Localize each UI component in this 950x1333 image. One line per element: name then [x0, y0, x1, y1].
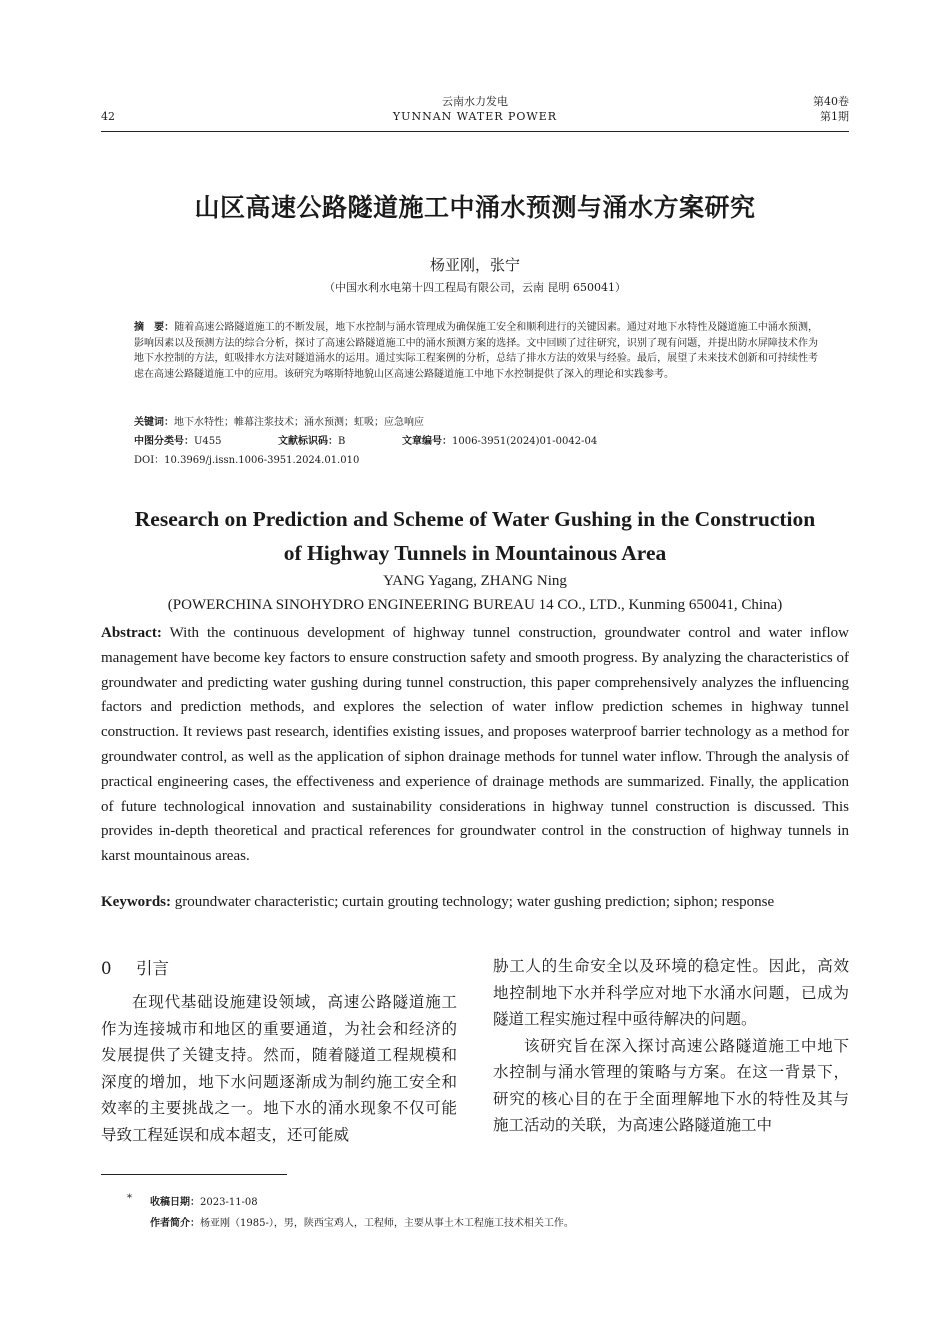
doc-code-label: 文献标识码：	[278, 436, 338, 447]
header-rule	[101, 131, 849, 132]
issue: 第1期	[820, 110, 849, 123]
footnote-rule	[101, 1174, 287, 1175]
authors-cn: 杨亚刚，张宁	[429, 256, 520, 274]
title-en	[101, 502, 849, 570]
keywords-cn-label: 关键词：	[134, 417, 174, 428]
keywords-en-text: groundwater characteristic; curtain grouting technology; water gushing prediction; siphon; response	[171, 894, 775, 910]
abstract-cn-text: 随着高速公路隧道施工的不断发展，地下水控制与涌水管理成为确保施工安全和顺利进行的关键因素。通过对地下水特性及隧道施工中涌水预测，影响因素以及预测方法的综合分析，探讨了高速公路隧道施工中的涌水预测方案的选择。文中回顾了过往研究，识别了现有问题，并提出防水屏障技术作为地下水控制的方法，虹吸排水方法对隧道涌水的运用。通过实际工程案例的分析，总结了排水方法的效果与经验。最后，展望了未来技术创新和可持续性考虑在高速公路隧道施工中的应用。该研究为喀斯特地貌山区高速公路隧道施工中地下水控制提供了深入的理论和实践参考。	[134, 322, 819, 380]
keywords-cn	[134, 413, 424, 428]
abstract-cn	[134, 320, 818, 382]
doi: DOI：10.3969/j.issn.1006-3951.2024.01.010	[134, 455, 360, 466]
received-label: 收稿日期：	[150, 1197, 200, 1208]
received-value: 2023-11-08	[200, 1197, 258, 1208]
keywords-en	[101, 894, 849, 911]
doc-code-value: B	[338, 436, 346, 447]
journal-name-cn: 云南水力发电	[442, 95, 508, 108]
footnote-marker: *	[127, 1193, 132, 1204]
author-bio-value: 杨亚刚（1985-），男，陕西宝鸡人，工程师，主要从事土木工程施工技术相关工作。	[200, 1218, 574, 1229]
running-header	[101, 94, 849, 134]
abstract-en-text: With the continuous development of highway tunnel construction, groundwater control and water inflow management have become key factors to ensure construction safety and smooth progress. By analyzing the characteristics of groundwater and predicting water gushing during tunnel construction, this paper comprehensively analyzes the influencing factors and prediction methods, and explores the selection of water inflow prediction schemes in highway tunnel construction. It reviews past research, identifies existing issues, and proposes waterproof barrier technology as a method for groundwater control, as well as the application of siphon drainage methods for tunnel water inflow. Through the analysis of practical engineering cases, the effectiveness and experience of drainage methods are summarized. Finally, the application of future technological innovation and sustainability considerations in highway tunnel construction is discussed. This provides in-depth theoretical and practical references for groundwater control in the construction of highway tunnels in karst mountainous areas.	[101, 625, 849, 865]
volume-issue	[813, 94, 849, 124]
title-en-line1: Research on Prediction and Scheme of Water Gushing in the Construction	[134, 507, 816, 531]
article-number	[402, 432, 597, 447]
keywords-en-label: Keywords:	[101, 894, 171, 910]
body-paragraph: 胁工人的生命安全以及环境的稳定性。因此，高效地控制地下水并科学应对地下水涌水问题，已成为隧道工程实施过程中亟待解决的问题。	[493, 957, 849, 1028]
authors-en: YANG Yagang, ZHANG Ning	[383, 573, 567, 589]
body-column-right	[493, 953, 849, 1139]
journal-name-en: YUNNAN WATER POWER	[392, 110, 558, 123]
abstract-cn-label: 摘 要：	[134, 322, 175, 333]
affiliation-en: (POWERCHINA SINOHYDRO ENGINEERING BUREAU 14 CO., LTD., Kunming 650041, China)	[167, 597, 783, 613]
footnote-author	[150, 1214, 574, 1229]
volume: 第40卷	[813, 95, 849, 108]
body-paragraph: 该研究旨在深入探讨高速公路隧道施工中地下水控制与涌水管理的策略与方案。在这一背景下，研究的核心目的在于全面理解地下水的特性及其与施工活动的关联，为高速公路隧道施工中	[493, 1036, 849, 1134]
page-number: 42	[101, 110, 115, 123]
article-number-value: 1006-3951(2024)01-0042-04	[452, 436, 598, 447]
article-number-label: 文章编号：	[402, 436, 452, 447]
author-bio-label: 作者简介：	[150, 1218, 200, 1229]
title-cn: 山区高速公路隧道施工中涌水预测与涌水方案研究	[194, 193, 756, 222]
body-paragraph: 在现代基础设施建设领域，高速公路隧道施工作为连接城市和地区的重要通道，为社会和经济的发展提供了关键支持。然而，随着隧道工程规模和深度的增加，地下水问题逐渐成为制约施工安全和效率的主要挑战之一。地下水的涌水现象不仅可能导致工程延误和成本超支，还可能威	[101, 993, 457, 1144]
keywords-cn-text: 地下水特性；帷幕注浆技术；涌水预测；虹吸；应急响应	[174, 417, 424, 428]
doc-code	[278, 432, 345, 447]
journal-name	[101, 94, 849, 124]
section-number: 0	[101, 959, 112, 978]
classification-row	[134, 432, 818, 447]
abstract-en	[101, 621, 849, 869]
section-title: 引言	[136, 959, 169, 978]
affiliation-cn: （中国水利水电第十四工程局有限公司，云南 昆明 650041）	[324, 281, 626, 294]
abstract-en-label: Abstract:	[101, 625, 162, 641]
clc-label: 中图分类号：	[134, 436, 194, 447]
section-heading	[101, 955, 169, 979]
footnote-received	[150, 1193, 258, 1208]
title-en-line2: of Highway Tunnels in Mountainous Area	[283, 541, 667, 565]
body-column-left	[101, 989, 457, 1148]
clc-value: U455	[194, 436, 222, 447]
